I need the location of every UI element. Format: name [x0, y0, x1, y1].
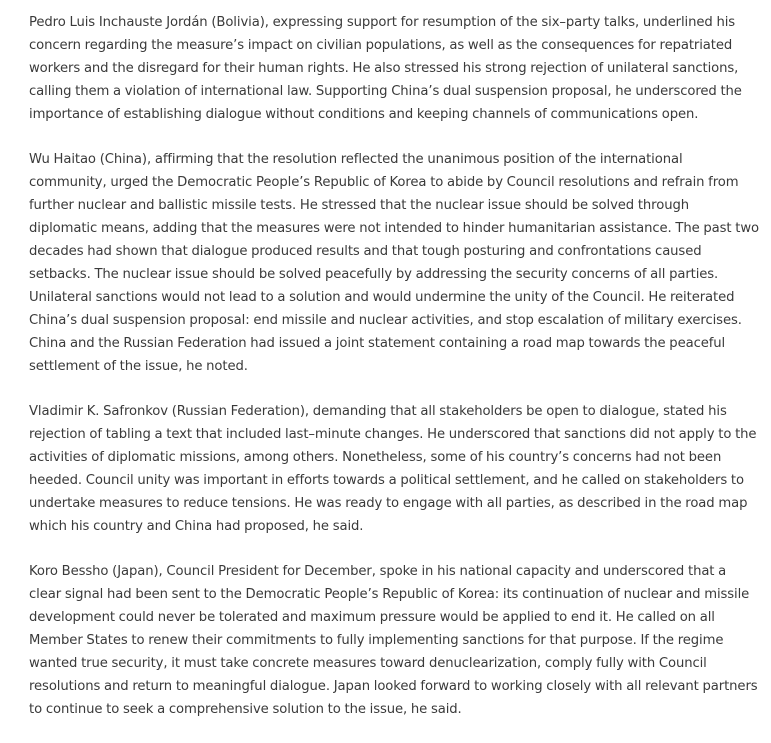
paragraph-bolivia: Pedro Luis Inchauste Jordán (Bolivia), expressing support for resumption of the six–party talks, underlined his concern regarding the measure’s impact on civilian populations, as well as the consequences for repatriated workers and the disregard for their human rights. He also stressed his strong rejection of unilateral sanctions, calling them a violation of international law. Supporting China’s dual suspension proposal, he underscored the importance of establishing dialogue without conditions and keeping channels of communications open.	[29, 15, 742, 122]
paragraph-japan: Koro Bessho (Japan), Council President for December, spoke in his national capacity and underscored that a clear signal had been sent to the Democratic People’s Republic of Korea: its continuation of nuclear and missile development could never be tolerated and maximum pressure would be applied to end it. He called on all Member States to renew their commitments to fully implementing sanctions for that purpose. If the regime wanted true security, it must take concrete measures toward denuclearization, comply fully with Council resolutions and return to meaningful dialogue. Japan looked forward to working closely with all relevant partners to continue to seek a comprehensive solution to the issue, he said.	[29, 564, 758, 717]
paragraph-russian-federation: Vladimir K. Safronkov (Russian Federation), demanding that all stakeholders be open to dialogue, stated his rejection of tabling a text that included last–minute changes. He underscored that sanctions did not apply to the activities of diplomatic missions, among others. Nonetheless, some of his country’s concerns had not been heeded. Council unity was important in efforts towards a political settlement, and he called on stakeholders to undertake measures to reduce tensions. He was ready to engage with all parties, as described in the road map which his country and China had proposed, he said.	[29, 404, 757, 534]
article-body	[29, 11, 759, 743]
paragraph-china: Wu Haitao (China), affirming that the resolution reflected the unanimous position of the international community, urged the Democratic People’s Republic of Korea to abide by Council resolutions and refrain from further nuclear and ballistic missile tests. He stressed that the nuclear issue should be solved through diplomatic means, adding that the measures were not intended to hinder humanitarian assistance. The past two decades had shown that dialogue produced results and that tough posturing and confrontations caused setbacks. The nuclear issue should be solved peacefully by addressing the security concerns of all parties. Unilateral sanctions would not lead to a solution and would undermine the unity of the Council. He reiterated China’s dual suspension proposal: end missile and nuclear activities, and stop escalation of military exercises. China and the Russian Federation had issued a joint statement containing a road map towards the peaceful settlement of the issue, he noted.	[29, 152, 760, 374]
